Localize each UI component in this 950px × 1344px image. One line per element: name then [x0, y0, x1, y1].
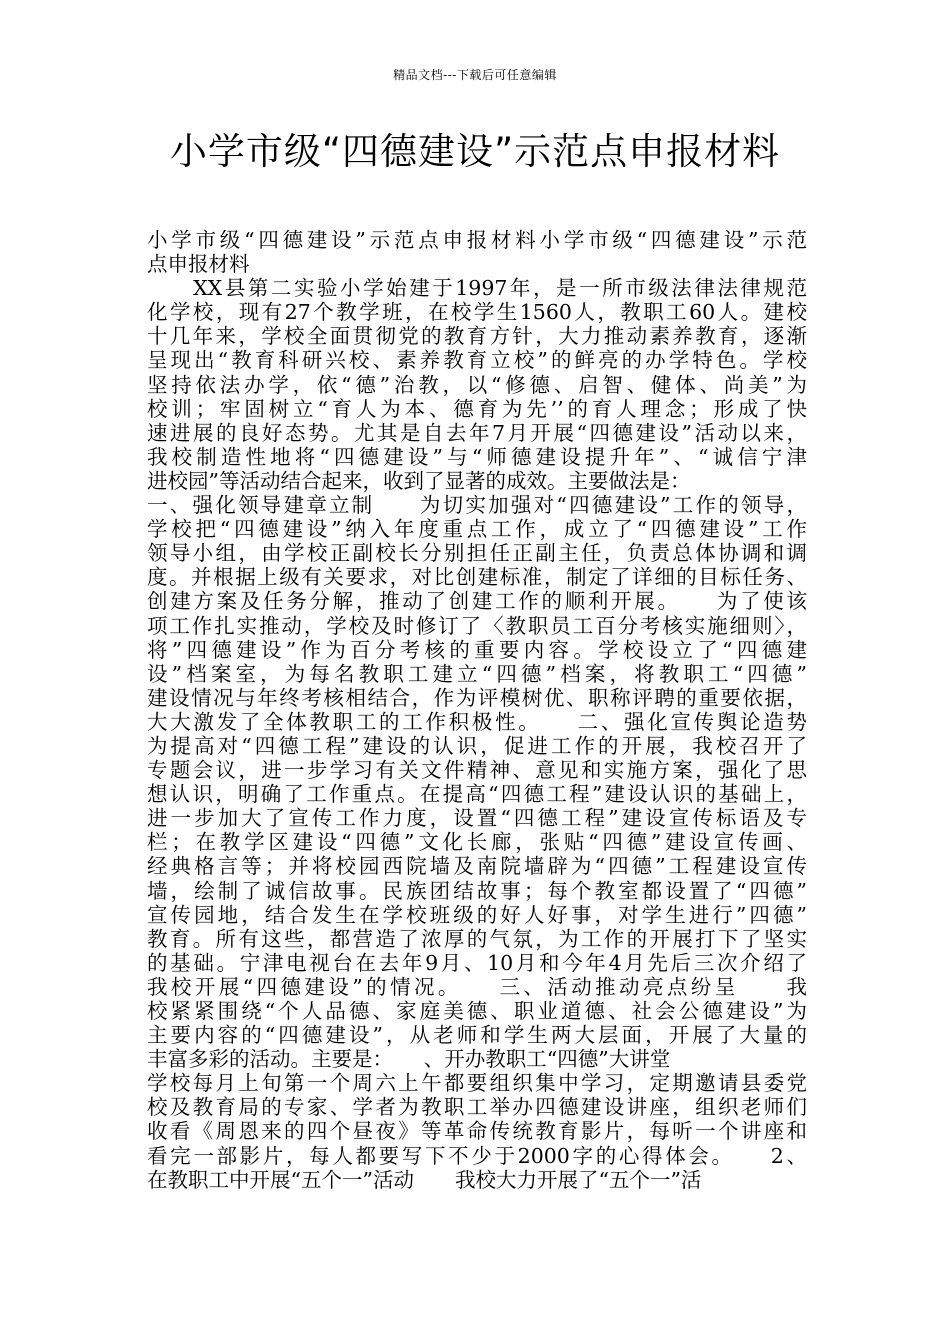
- body-line: 化学校，现有27个教学班，在校学生1560人，教职工60人。建校: [147, 300, 807, 325]
- body-line: 创建方案及任务分解，推动了创建工作的顺利开展。 为了使该: [147, 589, 807, 614]
- body-line: 墙，绘制了诚信故事。民族团结故事；每个教室都设置了“四德”: [147, 878, 807, 903]
- body-line: 在教职工中开展“五个一”活动 我校大力开展了“五个一”活: [147, 1167, 702, 1192]
- body-line: 栏；在教学区建设“四德”文化长廊，张贴“四德”建设宣传画、: [147, 830, 807, 855]
- document-title: 小学市级“四德建设”示范点申报材料: [169, 130, 781, 173]
- body-line: 专题会议，进一步学习有关文件精神、意见和实施方案，强化了思: [147, 758, 807, 783]
- body-line: 度。并根据上级有关要求，对比创建标准，制定了详细的目标任务、: [147, 565, 807, 590]
- body-line: 小学市级“四德建设”示范点申报材料小学市级“四德建设”示范: [147, 228, 807, 252]
- body-line: 宣传园地，结合发生在学校班级的好人好事，对学生进行”四德”: [147, 902, 807, 927]
- body-line: 呈现出“教育科研兴校、素养教育立校”的鲜亮的办学特色。学校: [147, 348, 807, 373]
- body-line: 主要内容的“四德建设”，从老师和学生两大层面，开展了大量的: [147, 1023, 807, 1048]
- body-line: 进一步加大了宣传工作力度，设置“四德工程”建设宣传标语及专: [147, 806, 807, 831]
- body-line: 收看《周恩来的四个昼夜》等革命传统教育影片，每听一个讲座和: [147, 1119, 807, 1144]
- body-line: 建设情况与年终考核相结合，作为评模树优、职称评聘的重要依据，: [147, 685, 807, 710]
- body-line: 校及教育局的专家、学者为教职工举办四德建设讲座，组织老师们: [147, 1095, 807, 1120]
- body-line: 一、强化领导建章立制 为切实加强对“四德建设”工作的领导，: [147, 493, 807, 518]
- body-line: 设”档案室，为每名教职工建立“四德”档案，将教职工“四德”: [147, 661, 807, 686]
- body-line: 校紧紧围绕“个人品德、家庭美德、职业道德、社会公德建设”为: [147, 999, 807, 1023]
- body-line: 的基础。宁津电视台在去年9月、10月和今年4月先后三次介绍了: [147, 950, 807, 975]
- body-line: 将”四德建设”作为百分考核的重要内容。学校设立了“四德建: [147, 637, 807, 662]
- body-line: 进校园”等活动结合起来，收到了显著的成效。主要做法是：: [147, 468, 691, 493]
- body-line: XX县第二实验小学始建于1997年，是一所市级法律法律规范: [147, 276, 807, 301]
- body-line: 看完一部影片，每人都要写下不少于2000字的心得体会。 2、: [147, 1143, 807, 1168]
- body-line: 速进展的良好态势。尤其是自去年7月开展“四德建设”活动以来，: [147, 420, 807, 445]
- body-line: 我校制造性地将“四德建设”与“师德建设提升年”、“诚信宁津: [147, 444, 807, 469]
- body-line: 十几年来，学校全面贯彻党的教育方针，大力推动素养教育，逐渐: [147, 324, 807, 349]
- body-line: 领导小组，由学校正副校长分别担任正副主任，负责总体协调和调: [147, 541, 807, 566]
- document-body: [147, 228, 807, 1192]
- body-line: 丰富多彩的活动。主要是： 、开办教职工“四德”大讲堂: [147, 1047, 671, 1072]
- body-line: 校训；牢固树立“育人为本、德育为先’’的育人理念；形成了快: [147, 396, 807, 421]
- body-line: 点申报材料: [147, 252, 250, 277]
- header-note: 精品文档---下载后可任意编辑: [393, 68, 557, 82]
- body-line: 大大激发了全体教职工的工作积极性。 二、强化宣传舆论造势: [147, 709, 807, 734]
- body-line: 经典格言等；并将校园西院墙及南院墙辟为“四德”工程建设宣传: [147, 854, 807, 879]
- body-line: 项工作扎实推动，学校及时修订了〈教职员工百分考核实施细则〉，: [147, 613, 807, 638]
- body-line: 学校把“四德建设”纳入年度重点工作，成立了“四德建设”工作: [147, 517, 807, 542]
- body-line: 教育。所有这些，都营造了浓厚的气氛，为工作的开展打下了坚实: [147, 926, 807, 951]
- body-line: 坚持依法办学，依“德”治教，以“修德、启智、健体、尚美”为: [147, 372, 807, 397]
- body-line: 想认识，明确了工作重点。在提高“四德工程”建设认识的基础上，: [147, 782, 807, 807]
- body-line: 为提高对“四德工程”建设的认识，促进工作的开展，我校召开了: [147, 733, 807, 758]
- body-line: 我校开展“四德建设”的情况。 三、活动推动亮点纷呈 我: [147, 974, 807, 999]
- body-line: 学校每月上旬第一个周六上午都要组织集中学习，定期邀请县委党: [147, 1071, 807, 1096]
